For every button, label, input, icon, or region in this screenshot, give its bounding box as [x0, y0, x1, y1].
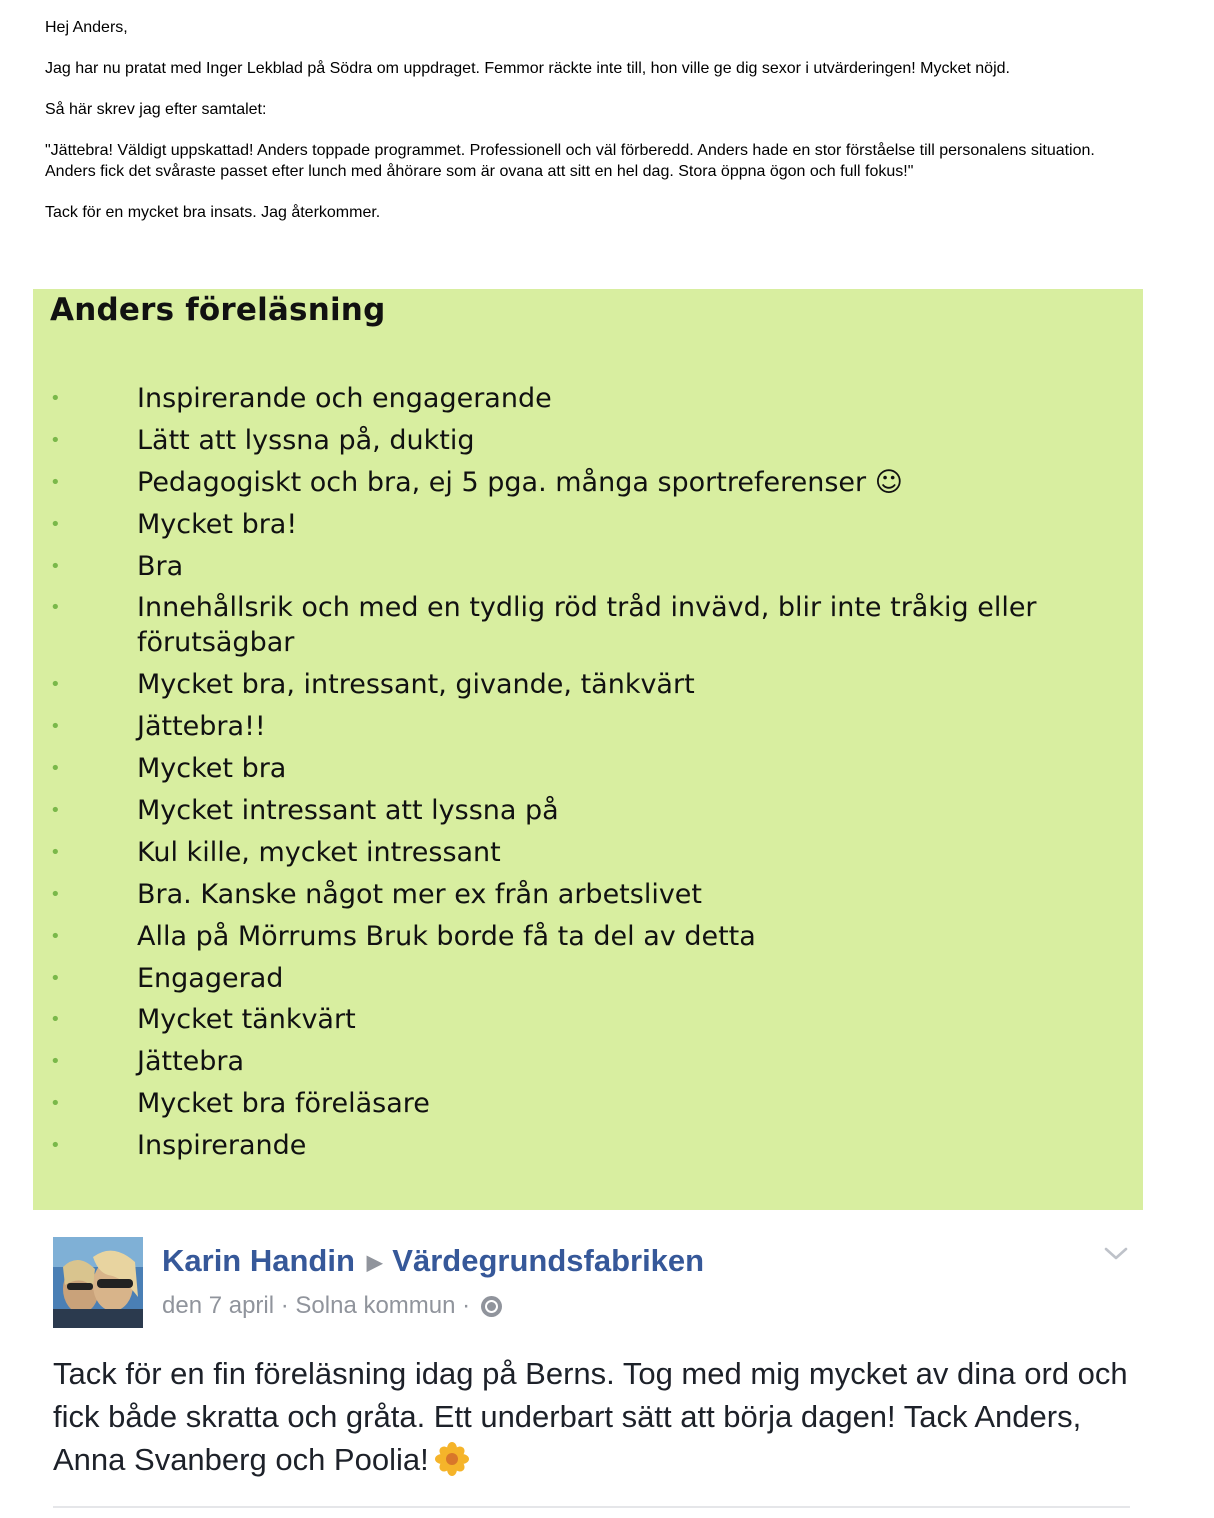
- list-item-text: Engagerad: [137, 962, 284, 994]
- bullet-icon: •: [50, 1009, 61, 1031]
- email-paragraph: Jag har nu pratat med Inger Lekblad på Södra om uppdraget. Femmor räckte inte till, hon ville ge dig sexor i utvärderingen! Mycket nöjd.: [45, 60, 1010, 77]
- list-item: [33, 423, 1057, 458]
- bullet-icon: •: [50, 388, 61, 409]
- meta-separator: ·: [274, 1292, 296, 1319]
- flower-icon: [435, 1442, 469, 1487]
- email-closing: Tack för en mycket bra insats. Jag återkommer.: [45, 203, 381, 221]
- bullet-icon: •: [50, 967, 61, 989]
- author-link[interactable]: Karin Handin: [162, 1243, 355, 1278]
- list-item: [33, 835, 1057, 870]
- post-location[interactable]: Solna kommun: [295, 1292, 456, 1319]
- list-item-text: Bra: [137, 550, 184, 582]
- bullet-icon: •: [50, 555, 61, 577]
- bullet-icon: •: [50, 674, 61, 696]
- bullet-icon: •: [50, 758, 61, 780]
- list-item: [33, 961, 1057, 996]
- list-item-text: Lätt att lyssna på, duktig: [137, 424, 475, 456]
- list-item: [33, 793, 1057, 828]
- bullet-icon: •: [50, 471, 61, 493]
- list-item: [33, 877, 1057, 912]
- chevron-down-icon[interactable]: [1103, 1244, 1129, 1264]
- list-item-text: Mycket bra!: [137, 508, 298, 540]
- list-item-text: Mycket bra, intressant, givande, tänkvärt: [137, 669, 695, 701]
- list-item: [33, 381, 1057, 416]
- list-item-text: Kul kille, mycket intressant: [137, 836, 501, 868]
- bullet-icon: •: [50, 716, 61, 738]
- divider: [53, 1506, 1130, 1508]
- bullet-icon: •: [50, 1093, 61, 1115]
- bullet-icon: •: [50, 429, 61, 451]
- list-item-text: Mycket bra: [137, 753, 287, 785]
- list-item: [33, 507, 1057, 542]
- list-item-text: Innehållsrik och med en tydlig röd tråd invävd, blir inte tråkig eller förutsägbar: [137, 592, 1037, 659]
- post-body: Tack för en fin föreläsning idag på Berns. Tog med mig mycket av dina ord och fick både skratta och gråta. Ett underbart sätt att börja dagen! Tack Anders, Anna Svanberg och Poolia!: [53, 1356, 1128, 1477]
- bullet-icon: •: [50, 883, 61, 905]
- slide-title: Anders föreläsning: [50, 292, 386, 328]
- list-item: [33, 1086, 1057, 1121]
- bullet-icon: •: [50, 925, 61, 947]
- list-item-text: Mycket bra föreläsare: [137, 1088, 430, 1120]
- bullet-icon: •: [50, 1135, 61, 1157]
- list-item: [33, 549, 1057, 584]
- bullet-icon: •: [50, 1051, 61, 1073]
- list-item: [33, 751, 1057, 786]
- bullet-icon: •: [50, 597, 61, 619]
- post-date[interactable]: den 7 april: [162, 1292, 275, 1319]
- list-item-text: Bra. Kanske något mer ex från arbetslivet: [137, 878, 703, 910]
- list-item: [33, 590, 1057, 660]
- page-link[interactable]: Värdegrundsfabriken: [392, 1243, 705, 1278]
- post-meta: [162, 1292, 502, 1320]
- email-body: [45, 18, 1125, 244]
- feedback-slide: [33, 289, 1143, 1210]
- avatar[interactable]: [53, 1237, 143, 1328]
- list-item: [33, 919, 1057, 954]
- post-text: [53, 1352, 1143, 1487]
- email-paragraph: Så här skrev jag efter samtalet:: [45, 101, 267, 118]
- list-item: [33, 667, 1057, 702]
- list-item: [33, 709, 1057, 744]
- list-item-text: Mycket intressant att lyssna på: [137, 795, 559, 827]
- list-item-text: Jättebra: [137, 1046, 245, 1078]
- list-item-text: Jättebra!!: [137, 711, 266, 743]
- list-item: [33, 465, 1057, 500]
- list-item: [33, 1128, 1057, 1163]
- post-header: [162, 1243, 704, 1279]
- meta-separator: ·: [455, 1292, 477, 1319]
- globe-icon[interactable]: [481, 1296, 502, 1317]
- list-item-text: Mycket tänkvärt: [137, 1004, 356, 1036]
- bullet-icon: •: [50, 841, 61, 863]
- list-item-text: Inspirerande och engagerande: [137, 383, 552, 414]
- bullet-icon: •: [50, 800, 61, 822]
- list-item: [33, 1002, 1057, 1037]
- email-quote: "Jättebra! Väldigt uppskattad! Anders toppade programmet. Professionell och väl förberedd. Anders hade en stor förståelse till personalens situation. Anders fick det svåraste passet efter lunch med åhörare som är ovana att sitt en hel dag. Stora öppna ögon och full fokus!": [45, 142, 1095, 180]
- bullet-icon: •: [50, 513, 61, 535]
- list-item: [33, 1044, 1057, 1079]
- list-item-text: Inspirerande: [137, 1130, 307, 1162]
- list-item-text: Alla på Mörrums Bruk borde få ta del av detta: [137, 920, 756, 952]
- list-item-text: Pedagogiskt och bra, ej 5 pga. många sportreferenser ☺: [137, 466, 903, 498]
- email-greeting: Hej Anders,: [45, 19, 128, 36]
- feedback-list: [33, 381, 1143, 1170]
- arrow-right-icon: ▶: [366, 1252, 383, 1275]
